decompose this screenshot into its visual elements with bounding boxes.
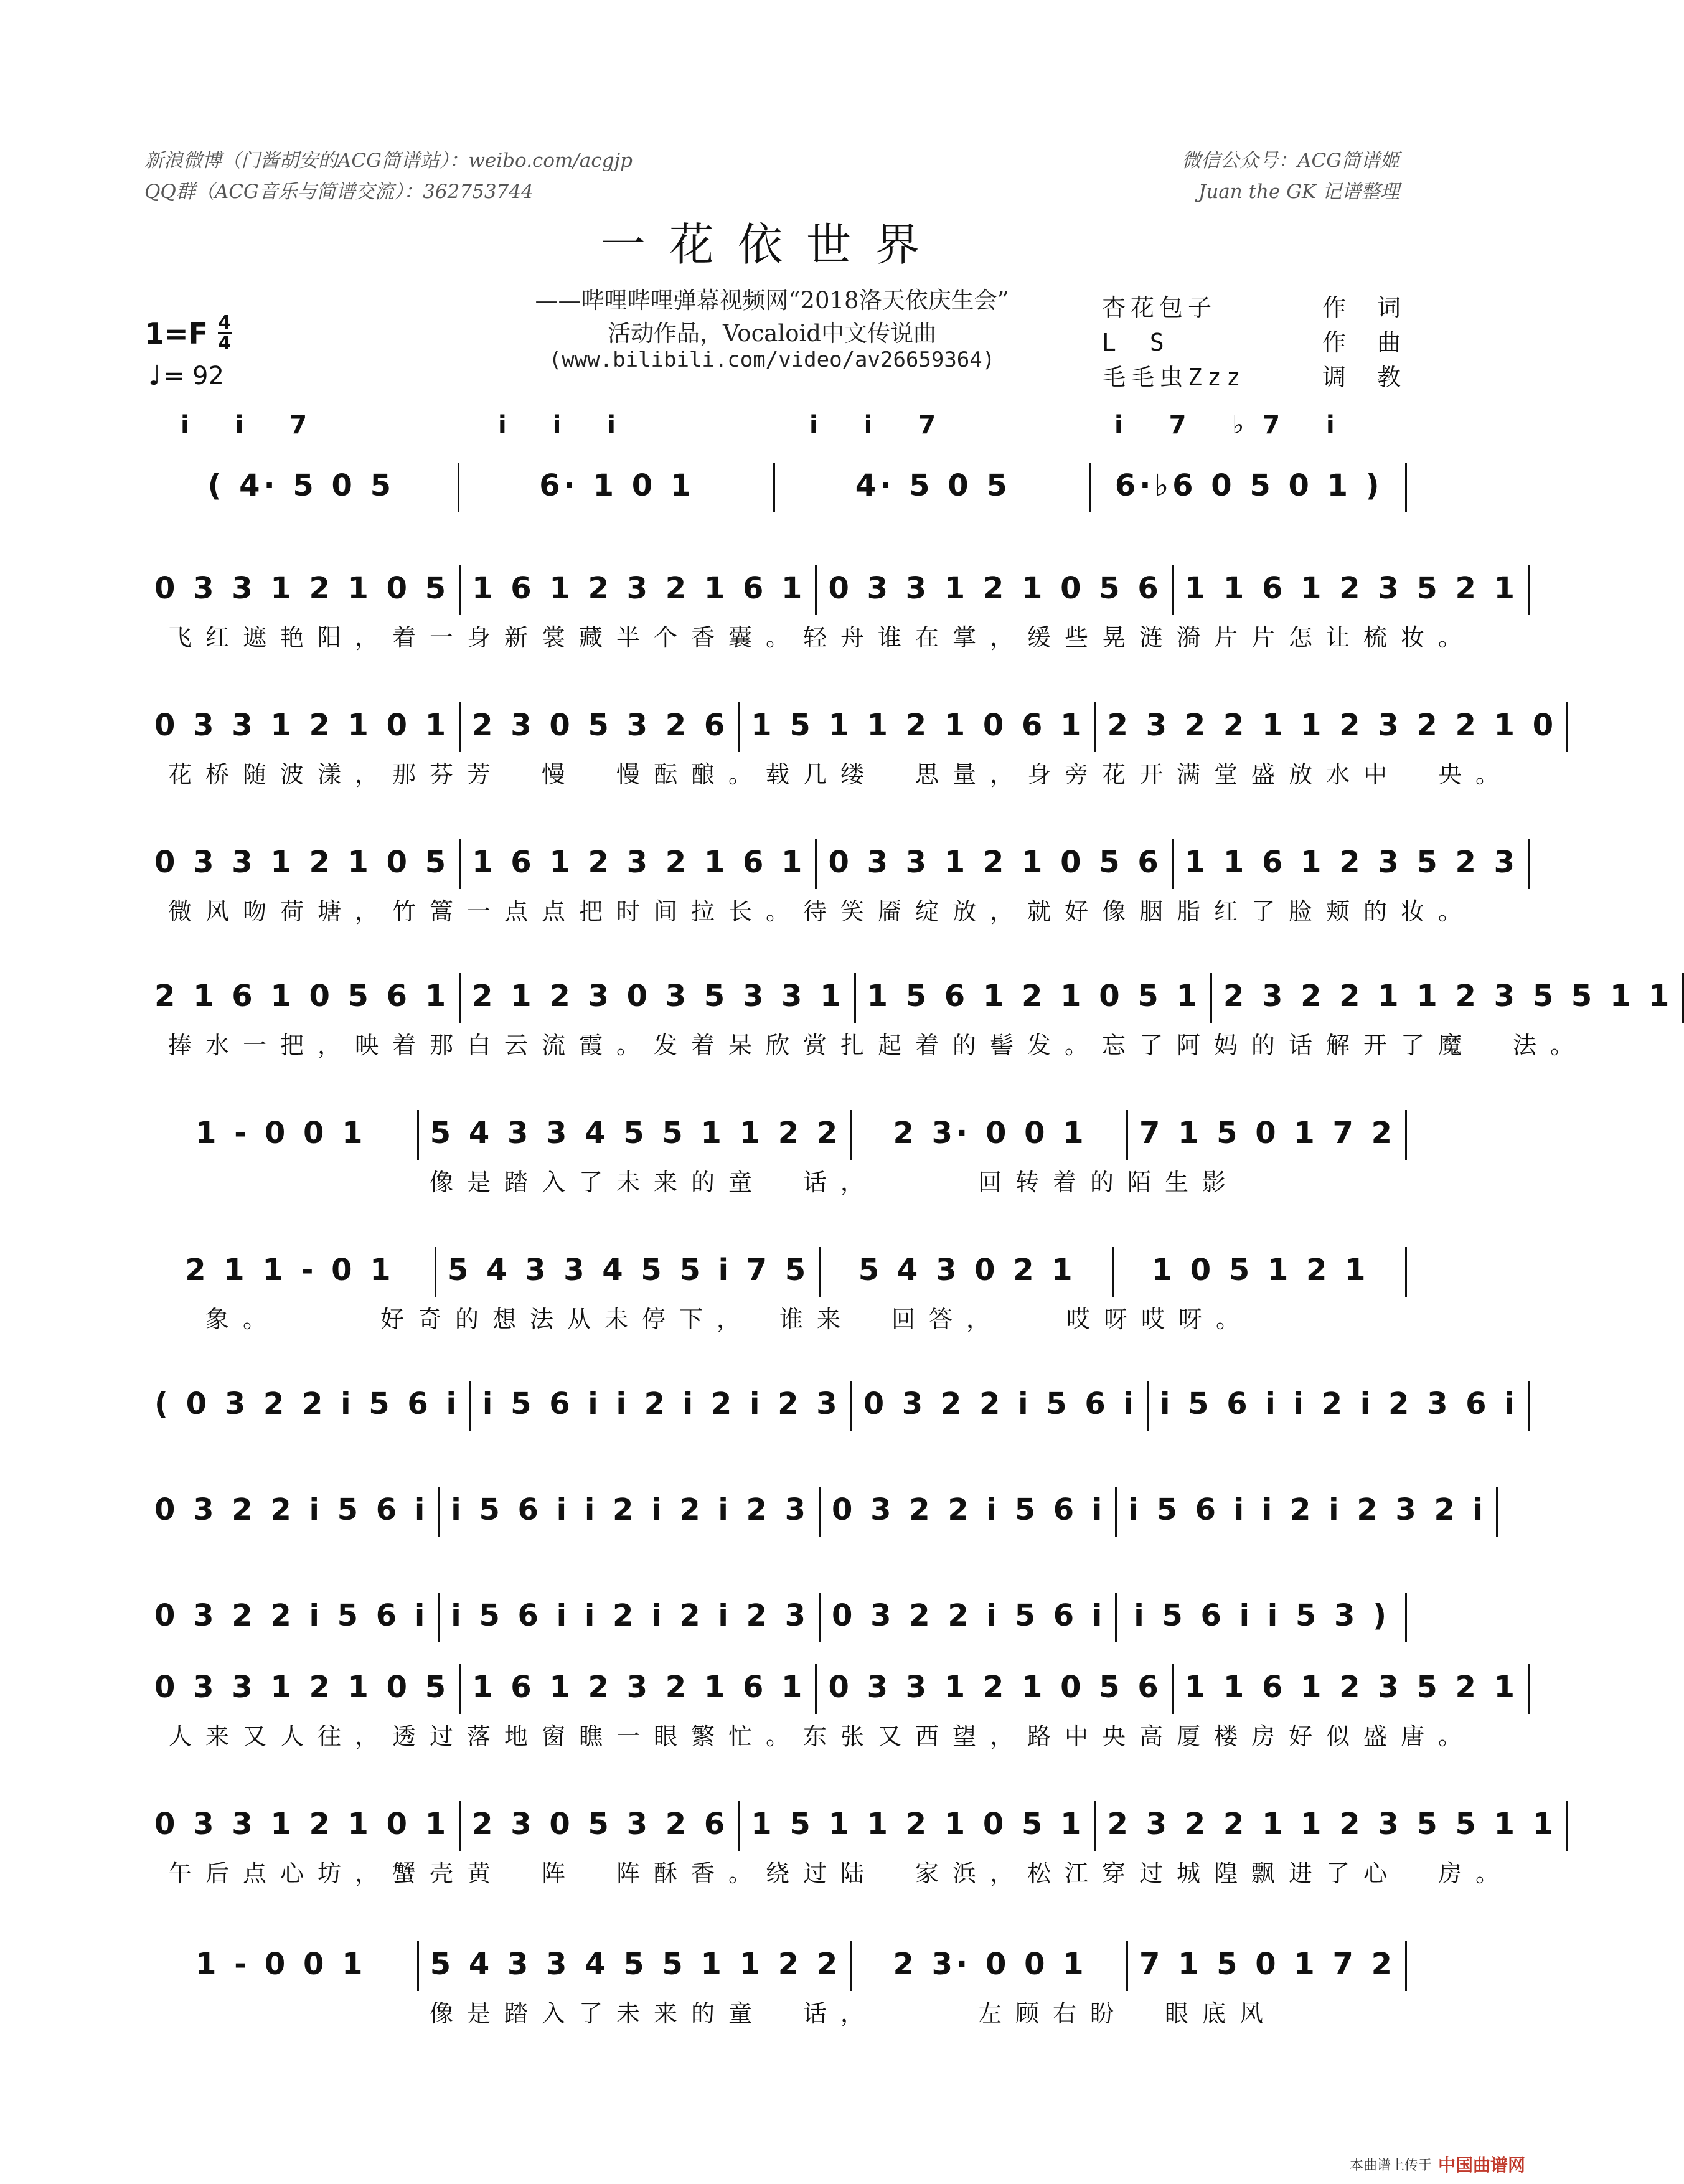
measure-notes: 2 1 2 3 0 3 5 3 3 1 bbox=[472, 979, 845, 1014]
measure-notes: 6· 1 0 1 bbox=[539, 468, 695, 503]
lyric-line: 午后点心坊，蟹壳黄 阵 阵酥香。绕过陆 家浜，松江穿过城隍飘进了心 房。 bbox=[168, 1859, 1513, 1887]
measure-notes: 2 3 2 2 1 1 2 3 2 2 1 0 bbox=[1107, 708, 1558, 743]
measure bbox=[143, 1105, 419, 1161]
score-system bbox=[143, 1588, 1407, 1644]
measure bbox=[1117, 1482, 1498, 1538]
qq-group-info: QQ群（ACG音乐与简谱交流）：362753744 bbox=[144, 181, 534, 203]
measure bbox=[461, 1796, 740, 1852]
measure-notes: 2 3· 0 0 1 bbox=[893, 1947, 1088, 1982]
measure-notes: 2 1 6 1 0 5 6 1 bbox=[154, 979, 450, 1014]
measure-notes: 1 0 5 1 2 1 bbox=[1151, 1253, 1370, 1287]
measure-notes: 1 1 6 1 2 3 5 2 1 bbox=[1184, 1670, 1519, 1705]
measure-notes: 4· 5 0 5 bbox=[855, 468, 1011, 503]
score-system bbox=[143, 1796, 1558, 1890]
measure bbox=[461, 968, 855, 1024]
measure-notes: 7 1 5 0 1 7 2 bbox=[1139, 1947, 1396, 1982]
measure-notes: 2 3 0 5 3 2 6 bbox=[472, 1807, 729, 1842]
measure-notes: 7 1 5 0 1 7 2 bbox=[1139, 1116, 1396, 1151]
credit-lyricist: 杏花包子 作词 bbox=[1102, 293, 1432, 321]
measure-notes: 0 3 2 2 i 5 6 i bbox=[832, 1492, 1106, 1527]
barline bbox=[1405, 1593, 1407, 1642]
score-system bbox=[143, 1936, 1407, 2030]
measure bbox=[419, 1105, 853, 1161]
barline bbox=[1405, 1941, 1407, 1991]
measure-notes: 1 6 1 2 3 2 1 6 1 bbox=[472, 845, 806, 880]
staff-line bbox=[143, 1936, 1407, 1992]
measure-notes: i 5 6 i i 2 i 2 i 2 3 bbox=[451, 1492, 810, 1527]
measure-notes: 5 4 3 3 4 5 5 i 7 5 bbox=[447, 1253, 810, 1287]
measure bbox=[852, 1105, 1128, 1161]
subtitle-line-3: (www.bilibili.com/video/av26659364) bbox=[548, 347, 995, 372]
measure bbox=[461, 560, 817, 616]
intro-upper-m4: i 7 ♭7 i bbox=[1114, 411, 1353, 440]
measure bbox=[1117, 1588, 1407, 1644]
intro-upper-m1: i i 7 bbox=[181, 411, 326, 440]
measure bbox=[1212, 968, 1684, 1024]
staff-line bbox=[143, 458, 1407, 514]
measure bbox=[440, 1482, 821, 1538]
lyric-line: 花桥随波漾，那芬芳 慢 慢酝酿。载几缕 思量，身旁花开满堂盛放水中 央。 bbox=[168, 760, 1513, 788]
arranger-info: Juan the GK 记谱整理 bbox=[1198, 181, 1399, 203]
measure bbox=[1096, 697, 1569, 753]
measure bbox=[143, 1659, 461, 1715]
measure bbox=[1128, 1105, 1407, 1161]
measure bbox=[143, 968, 461, 1024]
measure-notes: 5 4 3 0 2 1 bbox=[858, 1253, 1076, 1287]
measure-notes: 0 3 3 1 2 1 0 5 bbox=[154, 1670, 450, 1705]
lyric-line: 像是踏入了未来的童 话， 左顾右盼 眼底风 bbox=[168, 1999, 1277, 2027]
barline bbox=[1528, 1664, 1530, 1714]
measure bbox=[461, 1659, 817, 1715]
credits bbox=[1102, 288, 1432, 392]
credit-tuner: 毛毛虫Zzz 调教 bbox=[1102, 363, 1432, 391]
measure bbox=[143, 1376, 471, 1432]
measure bbox=[817, 560, 1173, 616]
score-system bbox=[143, 834, 1519, 928]
measure bbox=[817, 834, 1173, 890]
measure-notes: 0 3 3 1 2 1 0 1 bbox=[154, 708, 450, 743]
measure-notes: 0 3 3 1 2 1 0 5 6 bbox=[828, 845, 1162, 880]
score-system bbox=[143, 697, 1558, 791]
measure bbox=[740, 1796, 1096, 1852]
measure bbox=[1174, 834, 1530, 890]
measure-notes: i 5 6 i i 5 3 ) bbox=[1134, 1598, 1391, 1633]
measure-notes: 2 3· 0 0 1 bbox=[893, 1116, 1088, 1151]
measure-notes: 1 5 1 1 2 1 0 5 1 bbox=[751, 1807, 1085, 1842]
score-system bbox=[143, 1482, 1487, 1538]
measure bbox=[775, 458, 1091, 514]
measure bbox=[440, 1588, 821, 1644]
measure-notes: ( 0 3 2 2 i 5 6 i bbox=[154, 1386, 460, 1421]
measure bbox=[461, 697, 740, 753]
site-logo: 中国曲谱网 bbox=[1437, 2155, 1525, 2175]
credit-composer: L S 作曲 bbox=[1102, 328, 1432, 356]
staff-line bbox=[143, 697, 1558, 753]
quarter-note-icon: ♩ bbox=[148, 360, 161, 392]
score-system bbox=[143, 1105, 1407, 1198]
score-system bbox=[143, 560, 1519, 654]
measure-notes: 5 4 3 3 4 5 5 1 1 2 2 bbox=[430, 1947, 842, 1982]
barline bbox=[1566, 1801, 1568, 1851]
measure bbox=[143, 1588, 440, 1644]
measure-notes: 1 - 0 0 1 bbox=[195, 1116, 367, 1151]
staff-line bbox=[143, 1242, 1407, 1298]
measure-notes: 2 1 1 - 0 1 bbox=[185, 1253, 395, 1287]
barline bbox=[1496, 1487, 1498, 1537]
measure bbox=[852, 1936, 1128, 1992]
measure-notes: 0 3 2 2 i 5 6 i bbox=[154, 1598, 429, 1633]
measure bbox=[459, 458, 776, 514]
measure bbox=[856, 968, 1212, 1024]
measure bbox=[461, 834, 817, 890]
measure-notes: 5 4 3 3 4 5 5 1 1 2 2 bbox=[430, 1116, 842, 1151]
measure bbox=[471, 1376, 852, 1432]
measure-notes: 1 5 6 1 2 1 0 5 1 bbox=[867, 979, 1201, 1014]
measure-notes: 0 3 2 2 i 5 6 i bbox=[863, 1386, 1137, 1421]
measure bbox=[817, 1659, 1173, 1715]
measure bbox=[143, 560, 461, 616]
measure bbox=[143, 1796, 461, 1852]
subtitle-line-2: 活动作品，Vocaloid中文传说曲 bbox=[607, 320, 936, 347]
measure-notes: 1 - 0 0 1 bbox=[195, 1947, 367, 1982]
measure-notes: 2 3 2 2 1 1 2 3 5 5 1 1 bbox=[1223, 979, 1673, 1014]
measure-notes: 0 3 2 2 i 5 6 i bbox=[832, 1598, 1106, 1633]
measure-notes: 0 3 3 1 2 1 0 5 bbox=[154, 845, 450, 880]
measure bbox=[1149, 1376, 1530, 1432]
score-system bbox=[143, 1242, 1407, 1335]
measure-notes: 1 5 1 1 2 1 0 6 1 bbox=[751, 708, 1085, 743]
measure-notes: 0 3 3 1 2 1 0 5 6 bbox=[828, 571, 1162, 606]
measure bbox=[1114, 1242, 1407, 1298]
lyric-line: 人来又人往，透过落地窗瞧一眼繁忙。东张又西望，路中央高厦楼房好似盛唐。 bbox=[168, 1722, 1476, 1750]
barline bbox=[1405, 1110, 1407, 1160]
barline bbox=[1528, 565, 1530, 615]
measure bbox=[821, 1482, 1117, 1538]
measure bbox=[143, 834, 461, 890]
intro-upper-m2: i i i bbox=[498, 411, 634, 440]
subtitle-line-1: ——哔哩哔哩弹幕视频网“2018洛天依庆生会” bbox=[535, 287, 1009, 314]
lyric-line: 微风吻荷塘，竹篙一点点把时间拉长。待笑靥绽放，就好像胭脂红了脸颊的妆。 bbox=[168, 897, 1476, 925]
score-system bbox=[143, 968, 1673, 1061]
measure bbox=[1174, 1659, 1530, 1715]
wechat-info: 微信公众号：ACG简谱姬 bbox=[1182, 149, 1399, 172]
staff-line bbox=[143, 1482, 1487, 1538]
staff-line bbox=[143, 968, 1673, 1024]
time-signature: 4 4 bbox=[218, 312, 232, 354]
staff-line bbox=[143, 1659, 1519, 1715]
measure-notes: 0 3 3 1 2 1 0 5 bbox=[154, 571, 450, 606]
measure bbox=[143, 1936, 419, 1992]
staff-line bbox=[143, 560, 1519, 616]
measure bbox=[1174, 560, 1530, 616]
measure-notes: ( 4· 5 0 5 bbox=[207, 468, 395, 503]
measure bbox=[143, 458, 459, 514]
measure-notes: 1 6 1 2 3 2 1 6 1 bbox=[472, 571, 806, 606]
measure-notes: 1 6 1 2 3 2 1 6 1 bbox=[472, 1670, 806, 1705]
measure-notes: 0 3 3 1 2 1 0 1 bbox=[154, 1807, 450, 1842]
measure-notes: 1 1 6 1 2 3 5 2 3 bbox=[1184, 845, 1519, 880]
key-signature: 1=F 4 4 bbox=[144, 312, 232, 354]
staff-line bbox=[143, 1105, 1407, 1161]
score-system bbox=[143, 1376, 1518, 1432]
lyric-line: 飞红遮艳阳，着一身新裳藏半个香囊。轻舟谁在掌，缓些晃涟漪片片怎让梳妆。 bbox=[168, 623, 1476, 651]
measure-notes: 2 3 2 2 1 1 2 3 5 5 1 1 bbox=[1107, 1807, 1558, 1842]
barline bbox=[1405, 1247, 1407, 1297]
measure bbox=[143, 697, 461, 753]
measure-notes: i 5 6 i i 2 i 2 3 2 i bbox=[1128, 1492, 1487, 1527]
intro-upper-m3: i i 7 bbox=[809, 411, 955, 440]
staff-line bbox=[143, 1376, 1518, 1432]
staff-line bbox=[143, 834, 1519, 890]
measure-notes: 0 3 2 2 i 5 6 i bbox=[154, 1492, 429, 1527]
measure bbox=[1096, 1796, 1569, 1852]
measure-notes: 6·♭6 0 5 0 1 ) bbox=[1114, 468, 1383, 503]
lyric-line: 像是踏入了未来的童 话， 回转着的陌生影 bbox=[168, 1168, 1240, 1196]
weibo-info: 新浪微博（门酱胡安的ACG简谱站）：weibo.com/acgjp bbox=[144, 149, 633, 172]
barline bbox=[1566, 702, 1568, 752]
measure-notes: i 5 6 i i 2 i 2 3 6 i bbox=[1159, 1386, 1518, 1421]
lyric-line: 象。 好奇的想法从未停下， 谁来 回答， 哎呀哎呀。 bbox=[168, 1305, 1254, 1333]
measure bbox=[821, 1242, 1114, 1298]
score-system bbox=[143, 1659, 1519, 1753]
measure-notes: 1 1 6 1 2 3 5 2 1 bbox=[1184, 571, 1519, 606]
staff-line bbox=[143, 1796, 1558, 1852]
page-title: 一花依世界 bbox=[600, 219, 943, 271]
barline bbox=[1528, 1381, 1530, 1431]
measure bbox=[1091, 458, 1408, 514]
footer: 本曲谱上传于 中国曲谱网 bbox=[1350, 2152, 1525, 2177]
measure bbox=[740, 697, 1096, 753]
measure-notes: i 5 6 i i 2 i 2 i 2 3 bbox=[451, 1598, 810, 1633]
measure bbox=[143, 1482, 440, 1538]
lyric-line: 捧水一把，映着那白云流霞。发着呆欣赏扎起着的髻发。忘了阿妈的话解开了魔 法。 bbox=[168, 1031, 1588, 1059]
measure bbox=[419, 1936, 853, 1992]
measure bbox=[143, 1242, 436, 1298]
barline bbox=[1528, 839, 1530, 889]
measure-notes: 2 3 0 5 3 2 6 bbox=[472, 708, 729, 743]
tempo-marking: ♩ = 92 bbox=[148, 360, 224, 392]
barline bbox=[1405, 463, 1407, 512]
measure bbox=[852, 1376, 1149, 1432]
measure-notes: 0 3 3 1 2 1 0 5 6 bbox=[828, 1670, 1162, 1705]
score-system bbox=[143, 458, 1407, 514]
measure bbox=[436, 1242, 821, 1298]
measure bbox=[1128, 1936, 1407, 1992]
staff-line bbox=[143, 1588, 1407, 1644]
measure bbox=[821, 1588, 1117, 1644]
measure-notes: i 5 6 i i 2 i 2 i 2 3 bbox=[482, 1386, 841, 1421]
